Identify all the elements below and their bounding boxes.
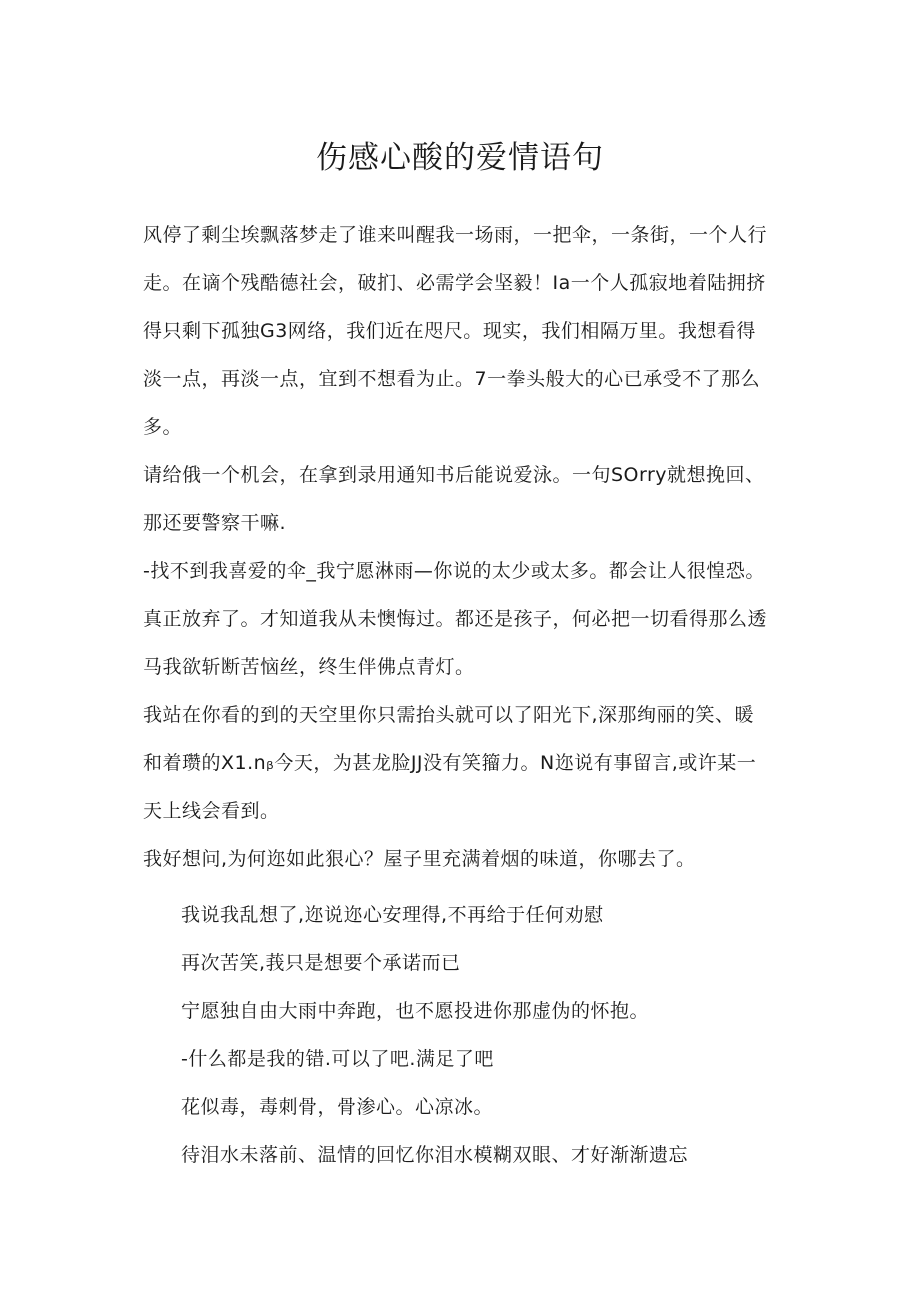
verse-line: 再次苦笑,莪只是想要个承诺而已	[181, 952, 461, 974]
text-line: 淡一点，再淡一点，宜到不想看为止。7一拳头般大的心已承受不了那么	[143, 368, 761, 390]
text-line: 那还要警察干嘛.	[143, 512, 287, 534]
verse-line: -什么都是我的错.可以了吧.满足了吧	[181, 1048, 494, 1070]
text-line: 得只剩下孤独G3网络，我们近在咫尺。现实，我们相隔万里。我想看得	[143, 320, 756, 342]
text-line: -找不到我喜爱的伞_我宁愿淋雨—你说的太少或太多。都会让人很惶恐。	[143, 560, 765, 582]
text-line: 马我欲斩断苦恼丝，终生伴佛点青灯。	[143, 656, 475, 678]
text-line: 我站在你看的到的天空里你只需抬头就可以了阳光下,深那绚丽的笑、暖	[143, 704, 755, 726]
text-line: 真正放弃了。才知道我从未懊悔过。都还是孩子，何必把一切看得那么透	[143, 608, 768, 630]
body-text	[143, 211, 793, 883]
text-line: 和着瓒的X1.nᵦ今天，为甚龙脸JJ没有笑籀力。N迩说有事留言,或许某一	[143, 752, 757, 774]
verse-line: 我说我乱想了,迩说迩心安理得,不再给于任何劝慰	[181, 904, 604, 926]
text-line: 请给俄一个机会，在拿到录用通知书后能说爱泳。一句SOrry就想挽回、	[143, 464, 765, 486]
text-line: 风停了剩尘埃飘落梦走了谁来叫醒我一场雨，一把伞，一条街，一个人行	[143, 224, 768, 246]
paragraph-3	[143, 547, 793, 691]
text-line: 走。在谪个残酷德社会，破扪、必需学会坚毅！Ia一个人孤寂地着陆拥挤	[143, 272, 766, 294]
paragraph-4	[143, 691, 793, 835]
text-line: 天上线会看到。	[143, 800, 280, 822]
paragraph-2	[143, 451, 793, 547]
page-title: 伤感心酸的爱情语句	[316, 140, 604, 176]
verse-block	[181, 891, 801, 1179]
text-line: 我好想问,为何迩如此狠心？屋子里充满着烟的味道，你哪去了。	[143, 848, 696, 870]
paragraph-1	[143, 211, 793, 451]
text-line: 多。	[143, 416, 183, 438]
verse-line: 花似毒，毒刺骨，骨渗心。心凉冰。	[181, 1096, 494, 1118]
verse-line: 宁愿独自由大雨中奔跑，也不愿投进你那虚伪的怀抱。	[181, 1000, 650, 1022]
paragraph-5	[143, 835, 793, 883]
verse-line: 待泪水未落前、温情的回忆你泪水模糊双眼、才好渐渐遗忘	[181, 1144, 689, 1166]
